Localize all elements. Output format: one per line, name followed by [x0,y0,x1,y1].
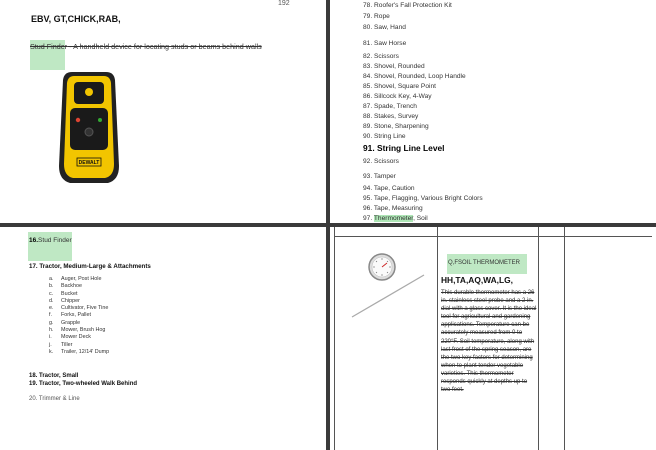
attachment-text: Auger, Post Hole [61,276,102,282]
stud-finder-desc-text: - A handheld device for locating studs or beams behind walls [67,42,262,51]
list-item-text: String Line Level [376,143,445,153]
list-item-number: 97. [363,215,373,222]
attachment-letter: h. [49,327,54,334]
list-item-number: 82. [363,53,373,60]
attachment-letter: b. [49,283,54,290]
list-item [363,83,436,90]
list-item-number: 84. [363,73,373,80]
item-number: 16. [29,237,39,244]
attachment-text: Mower, Brush Hog [61,327,106,334]
attachment-text: Backhoe [61,283,82,290]
list-item-number: 91. [363,143,375,153]
attachments-sublist [49,276,109,356]
list-item [363,195,483,202]
list-item-number: 88. [363,113,373,120]
list-item-number: 95. [363,195,373,202]
item-18: 18. Tractor, Small [29,373,79,379]
list-item-number: 80. [363,24,373,31]
list-item-number: 87. [363,103,373,110]
list-item-text: Tape, Flagging, Various Bright Colors [373,195,483,202]
attachment-letter: a. [49,276,54,282]
thermometer-dial-image [368,253,396,281]
list-item-number: 92. [363,158,373,165]
list-item-text: Spade, Trench [374,103,417,110]
table-column-border [437,227,438,450]
list-item [363,143,444,153]
attachment-item [49,291,109,298]
attachment-item [49,283,109,290]
list-item [363,103,417,110]
list-item-text: Stone, Sharpening [374,123,429,130]
attachment-text: Tiller [61,341,73,348]
attachment-letter: e. [49,305,54,312]
list-item-number: 86. [363,93,373,100]
list-item-text: Thermometer [373,215,414,222]
item-19: 19. Tractor, Two-wheeled Walk Behind [29,381,138,387]
document-page-stud-finder [0,0,326,223]
stud-finder-description [30,42,262,51]
list-item-text: Rope [374,13,390,20]
list-item [363,73,466,80]
attachment-letter: f. [49,312,52,319]
list-item-text: Tape, Measuring [373,205,423,212]
list-item [363,63,425,70]
list-item [363,53,399,60]
list-item-number: 78. [363,2,373,9]
list-item-number: 96. [363,205,373,212]
product-description: This durable thermometer has a 26 in. stainless steel probe and a 2 in. dial with a glass cover. It is the ideal tool for agricultural and gardening applications. Temperature can be accurately measured from 0 to 220°F. Soil temperature, along with last frost of the spring season, are the two key factors for determining when to plant tender vegetable varieties. This thermometer responds quickly at depths up to two feet. [441,290,537,394]
list-item-suffix: , Soil [413,215,428,222]
list-item-text: Saw, Hand [374,24,406,31]
item-17-tractor: 17. Tractor, Medium-Large & Attachments [29,263,151,270]
list-item-text: String Line [374,133,406,140]
list-item [363,123,429,130]
brand-logo-text: DEWALT [78,160,100,166]
list-item [363,215,428,222]
attachment-letter: c. [49,290,54,297]
item-16-stud-finder [29,237,72,244]
list-item [363,13,390,20]
list-item-number: 79. [363,13,373,20]
attachment-item [49,349,109,356]
attachment-letter: j. [49,341,52,348]
category-codes-heading: EBV, GT,CHICK,RAB, [31,14,121,24]
list-item-number: 94. [363,185,373,192]
list-item-text: Shovel, Rounded [374,63,425,70]
table-column-border [564,227,565,450]
list-item-text: Saw Horse [374,40,407,47]
attachment-item [49,334,109,341]
list-item [363,93,432,100]
attachment-item [49,312,109,319]
attachment-item [49,298,109,305]
attachment-letter: k. [49,348,54,355]
attachment-text: Forks, Pallet [61,312,91,319]
list-item-text: Tape, Caution [373,185,415,192]
table-top-border [334,236,652,237]
table-column-border [538,227,539,450]
list-item [363,113,418,120]
attachment-item [49,327,109,334]
item-text: Stud Finder [38,237,72,244]
attachment-letter: g. [49,319,54,326]
page-number: 192 [278,0,290,7]
list-item [363,40,406,47]
table-column-border [334,227,335,450]
list-item [363,24,406,31]
document-page-tractor-list [0,227,326,450]
list-item-text: Roofer's Fall Protection Kit [374,2,452,9]
list-item-text: Stakes, Survey [374,113,419,120]
title-text: SOIL THERMOMETER [458,260,521,266]
title-prefix: Q,F [448,260,458,266]
list-item [363,185,415,192]
attachment-item [49,305,109,312]
attachment-item [49,276,109,283]
product-title [448,260,520,266]
document-page-soil-thermometer [330,227,656,450]
list-item-number: 89. [363,123,373,130]
items-18-19 [29,372,137,388]
list-item-text: Shovel, Square Point [374,83,436,90]
stud-finder-image [58,70,120,188]
attachment-item [49,342,109,349]
list-item [363,133,406,140]
attachment-text: Bucket [61,290,78,297]
attachment-text: Grapple [61,319,81,326]
attachment-text: Chipper [61,297,80,304]
attachment-letter: i. [49,334,52,341]
item-20: 20. Trimmer & Line [29,396,80,402]
attachment-text: Cultivator, Five Tine [61,305,109,312]
list-item-text: Shovel, Rounded, Loop Handle [374,73,466,80]
stud-finder-label: Stud Finder [30,42,68,51]
list-item-text: Tamper [373,173,396,180]
list-item-number: 90. [363,133,373,140]
attachment-text: Trailer, 12/14' Dump [61,348,110,355]
attachment-letter: d. [49,297,54,304]
document-page-tools-list [330,0,656,223]
category-codes: HH,TA,AQ,WA,LG, [441,275,513,285]
list-item-text: Scissors [374,158,399,165]
list-item [363,2,452,9]
list-item-number: 93. [363,173,373,180]
list-item-text: Sillcock Key, 4-Way [374,93,432,100]
attachment-text: Mower Deck [61,334,91,341]
list-item [363,205,423,212]
attachment-item [49,320,109,327]
list-item [363,158,399,165]
list-item-number: 85. [363,83,373,90]
list-item-number: 83. [363,63,373,70]
list-item-number: 81. [363,40,373,47]
list-item [363,173,396,180]
list-item-text: Scissors [374,53,399,60]
